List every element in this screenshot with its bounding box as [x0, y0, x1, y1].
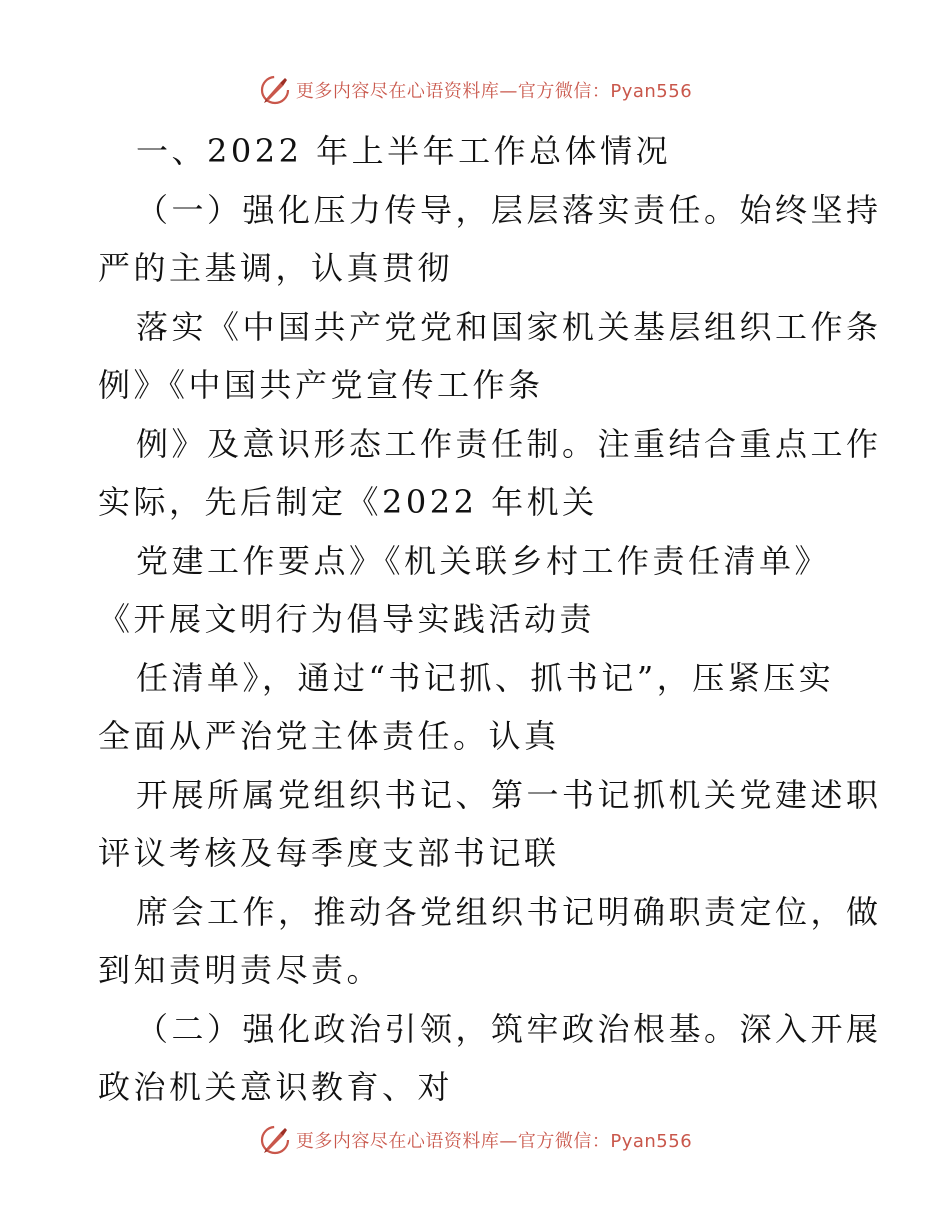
header-watermark-banner: [0, 70, 950, 110]
text-line: 席会工作，推动各党组织书记明确职责定位，做: [136, 892, 882, 931]
text-line: 评议考核及每季度支部书记联: [98, 834, 560, 872]
text-line: （二）强化政治引领，筑牢政治根基。深入开展: [136, 1009, 882, 1048]
text-line: 全面从严治党主体责任。认真: [98, 717, 560, 755]
footer-watermark-banner: [0, 1120, 950, 1160]
quill-pen-logo-icon: [258, 73, 292, 107]
text-line: 例》及意识形态工作责任制。注重结合重点工作: [136, 424, 882, 463]
text-line: 例》《中国共产党宣传工作条: [98, 366, 544, 404]
text-line: 开展所属党组织书记、第一书记抓机关党建述职: [136, 775, 882, 814]
text-line: 政治机关意识教育、对: [98, 1068, 454, 1106]
quill-pen-logo-icon: [258, 1123, 292, 1157]
text-line: 任清单》，通过“书记抓、抓书记”，压紧压实: [136, 658, 835, 697]
text-line: 实际，先后制定《2022 年机关: [98, 483, 598, 521]
text-line: 严的主基调，认真贯彻: [98, 249, 454, 287]
header-watermark-text: 更多内容尽在心语资料库—官方微信：Pyan556: [295, 81, 693, 102]
text-line: 党建工作要点》《机关联乡村工作责任清单》: [136, 541, 831, 580]
text-line: 落实《中国共产党党和国家机关基层组织工作条: [136, 307, 882, 346]
text-line: （一）强化压力传导，层层落实责任。始终坚持: [136, 190, 882, 229]
text-line: 一、2022 年上半年工作总体情况: [136, 132, 672, 170]
footer-watermark-text: 更多内容尽在心语资料库—官方微信：Pyan556: [295, 1131, 693, 1152]
document-body: [98, 122, 882, 1117]
text-line: 到知责明责尽责。: [98, 951, 383, 989]
text-line: 《开展文明行为倡导实践活动责: [98, 600, 596, 638]
